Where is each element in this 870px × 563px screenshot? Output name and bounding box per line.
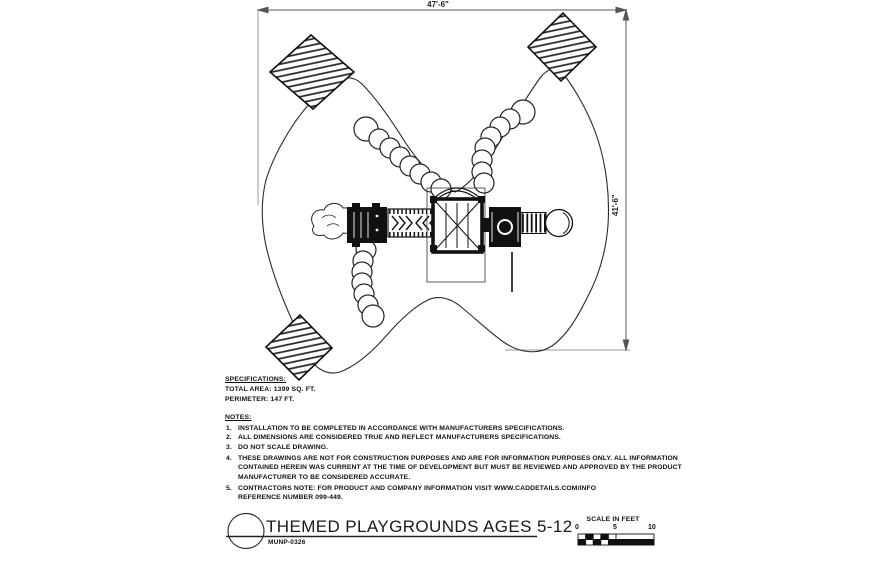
- note-3-text: DO NOT SCALE DRAWING.: [238, 444, 329, 451]
- scale-bar: [578, 534, 654, 545]
- note-1-number: 1.: [226, 425, 232, 432]
- left-panel-unit: [347, 207, 387, 243]
- central-tower: [427, 188, 485, 282]
- dimension-label-right: 41'-6": [611, 194, 620, 216]
- exit-tunnel: [521, 210, 573, 237]
- note-3-number: 3.: [226, 444, 232, 451]
- note-4-text-cont1: CONTAINED HEREIN WAS CURRENT AT THE TIME OF DEVELOPMENT BUT MUST BE REVIEWED AND APPROVED BY THE PRODUCT: [238, 464, 682, 471]
- dimension-label-top: 47'-6": [427, 0, 449, 9]
- notes-heading: NOTES:: [225, 414, 252, 421]
- central-play-structure: [312, 188, 573, 292]
- drawing-model-number: MUNP-0326: [268, 539, 306, 546]
- crawl-tube-upper-left: [354, 117, 451, 199]
- climbing-rock: [312, 203, 353, 239]
- scale-tick-5: 5: [613, 524, 617, 531]
- ramp-pad-top-left: [270, 35, 354, 109]
- note-2-text: ALL DIMENSIONS ARE CONSIDERED TRUE AND REFLECT MANUFACTURERS SPECIFICATIONS.: [238, 434, 561, 441]
- note-4-text: THESE DRAWINGS ARE NOT FOR CONSTRUCTION PURPOSES AND ARE FOR INFORMATION PURPOSES ONLY. ALL INFORMATION: [238, 455, 678, 462]
- note-4-text-cont2: MANUFACTURER TO BE CONSIDERED ACCURATE.: [238, 474, 411, 481]
- specifications-heading: SPECIFICATIONS:: [225, 376, 287, 383]
- crawl-tube-upper-right: [472, 100, 535, 193]
- note-5-number: 5.: [226, 485, 232, 492]
- note-5-text: CONTRACTORS NOTE: FOR PRODUCT AND COMPANY INFORMATION VISIT WWW.CADDETAILS.COM/INFO: [238, 485, 597, 492]
- drawing-title: THEMED PLAYGROUNDS AGES 5-12: [266, 517, 573, 536]
- note-1-text: INSTALLATION TO BE COMPLETED IN ACCORDANCE WITH MANUFACTURERS SPECIFICATIONS.: [238, 425, 565, 432]
- right-deck-unit: [483, 207, 521, 247]
- ramp-pad-top-right: [528, 13, 596, 81]
- scale-tick-10: 10: [648, 524, 656, 531]
- scale-bar-label: SCALE IN FEET: [586, 516, 640, 523]
- note-4-number: 4.: [226, 455, 232, 462]
- spec-perimeter: PERIMETER: 147 FT.: [225, 396, 295, 403]
- scale-tick-0: 0: [575, 524, 579, 531]
- spec-total-area: TOTAL AREA: 1399 SQ. FT.: [225, 386, 316, 393]
- note-2-number: 2.: [226, 434, 232, 441]
- note-5-text-cont: REFERENCE NUMBER 099-449.: [238, 494, 343, 501]
- crawl-tube-lower-left: [352, 240, 384, 327]
